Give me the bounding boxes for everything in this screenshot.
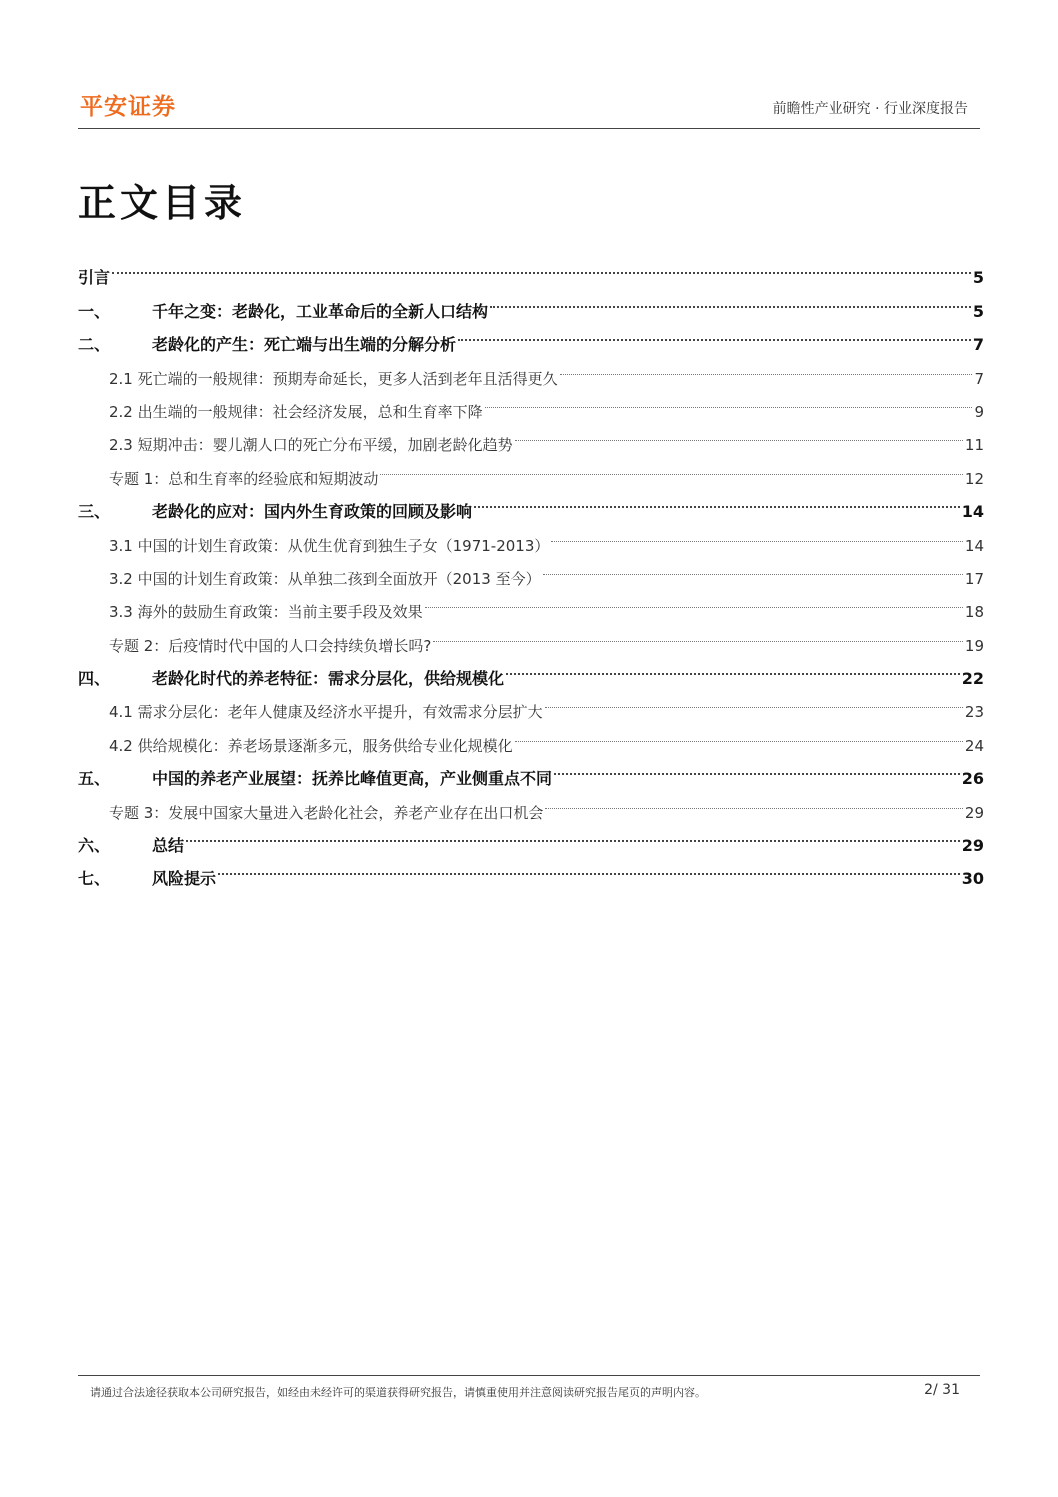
report-type: 前瞻性产业研究 · 行业深度报告	[772, 101, 968, 117]
table-of-contents	[78, 250, 984, 889]
toc-leader	[380, 450, 963, 483]
toc-title: 3.2 中国的计划生育政策：从单独二孩到全面放开（2013 至今）	[109, 569, 541, 588]
toc-leader	[560, 350, 973, 383]
toc-page-number: 7	[972, 335, 984, 355]
toc-chapter[interactable]	[78, 283, 984, 321]
footer-notice: 请通过合法途径获取本公司研究报告，如经由未经许可的渠道获得研究报告，请慎重使用并注意阅读研究报告尾页的声明内容。	[90, 1386, 706, 1399]
toc-leader	[545, 784, 963, 817]
toc-page-number: 22	[961, 669, 984, 689]
toc-chapter[interactable]	[78, 250, 984, 288]
toc-title: 引言	[78, 268, 111, 288]
toc-title: 专题 2：后疫情时代中国的人口会持续负增长吗?	[109, 636, 432, 655]
toc-title: 老龄化的应对：国内外生育政策的回顾及影响	[152, 502, 473, 522]
toc-title: 4.1 需求分层化：老年人健康及经济水平提升，有效需求分层扩大	[109, 703, 543, 722]
toc-page-number: 18	[964, 603, 984, 622]
page-number: 2/ 31	[924, 1382, 960, 1398]
toc-leader	[458, 317, 971, 350]
toc-leader	[112, 250, 971, 283]
toc-page-number: 29	[964, 803, 984, 822]
brand-logo: 平安证券	[80, 94, 176, 120]
toc-leader	[474, 484, 960, 517]
toc-leader	[433, 617, 963, 650]
toc-page-number: 17	[964, 569, 984, 588]
toc-page-number: 26	[961, 769, 984, 789]
toc-title: 4.2 供给规模化：养老场景逐渐多元，服务供给专业化规模化	[109, 736, 513, 755]
toc-leader	[485, 384, 973, 417]
toc-number: 二、	[78, 335, 111, 355]
toc-page-number: 19	[964, 636, 984, 655]
header-divider	[78, 128, 980, 129]
toc-number: 五、	[78, 769, 111, 789]
toc-leader	[425, 584, 963, 617]
toc-title: 专题 3：发展中国家大量进入老龄化社会，养老产业存在出口机会	[109, 803, 544, 822]
toc-title: 专题 1：总和生育率的经验底和短期波动	[109, 469, 379, 488]
toc-title: 2.2 出生端的一般规律：社会经济发展，总和生育率下降	[109, 402, 483, 421]
toc-leader	[551, 517, 963, 550]
toc-title: 中国的养老产业展望：抚养比峰值更高，产业侧重点不同	[152, 769, 553, 789]
toc-page-number: 5	[972, 301, 984, 321]
toc-number: 三、	[78, 502, 111, 522]
toc-leader	[545, 684, 963, 717]
footer-divider	[78, 1375, 980, 1376]
toc-page-number: 9	[974, 402, 984, 421]
toc-number: 六、	[78, 836, 111, 856]
toc-title: 总结	[152, 836, 185, 856]
page-title: 正文目录	[78, 181, 247, 225]
toc-page-number: 30	[961, 869, 984, 889]
toc-leader	[490, 283, 971, 316]
toc-title: 老龄化的产生：死亡端与出生端的分解分析	[152, 335, 457, 355]
toc-page-number: 11	[964, 436, 984, 455]
toc-page-number: 23	[964, 703, 984, 722]
toc-title: 3.3 海外的鼓励生育政策：当前主要手段及效果	[109, 603, 423, 622]
toc-page-number: 5	[972, 268, 984, 288]
toc-page-number: 12	[964, 469, 984, 488]
toc-chapter[interactable]	[78, 818, 984, 856]
toc-number: 七、	[78, 869, 111, 889]
toc-number: 一、	[78, 301, 111, 321]
toc-title: 3.1 中国的计划生育政策：从优生优育到独生子女（1971-2013）	[109, 536, 550, 555]
toc-leader	[218, 851, 960, 884]
toc-page-number: 24	[964, 736, 984, 755]
toc-title: 风险提示	[152, 869, 217, 889]
toc-leader	[554, 751, 960, 784]
toc-leader	[506, 651, 960, 684]
toc-title: 2.3 短期冲击：婴儿潮人口的死亡分布平缓，加剧老龄化趋势	[109, 436, 513, 455]
toc-leader	[543, 551, 963, 584]
toc-leader	[515, 717, 963, 750]
toc-leader	[186, 818, 960, 851]
toc-number: 四、	[78, 669, 111, 689]
toc-title: 老龄化时代的养老特征：需求分层化，供给规模化	[152, 669, 505, 689]
toc-chapter[interactable]	[78, 851, 984, 889]
toc-page-number: 29	[961, 836, 984, 856]
toc-title: 千年之变：老龄化，工业革命后的全新人口结构	[152, 301, 489, 321]
toc-title: 2.1 死亡端的一般规律：预期寿命延长，更多人活到老年且活得更久	[109, 369, 558, 388]
toc-page-number: 14	[961, 502, 984, 522]
toc-leader	[515, 417, 963, 450]
toc-page-number: 14	[964, 536, 984, 555]
toc-page-number: 7	[974, 369, 984, 388]
